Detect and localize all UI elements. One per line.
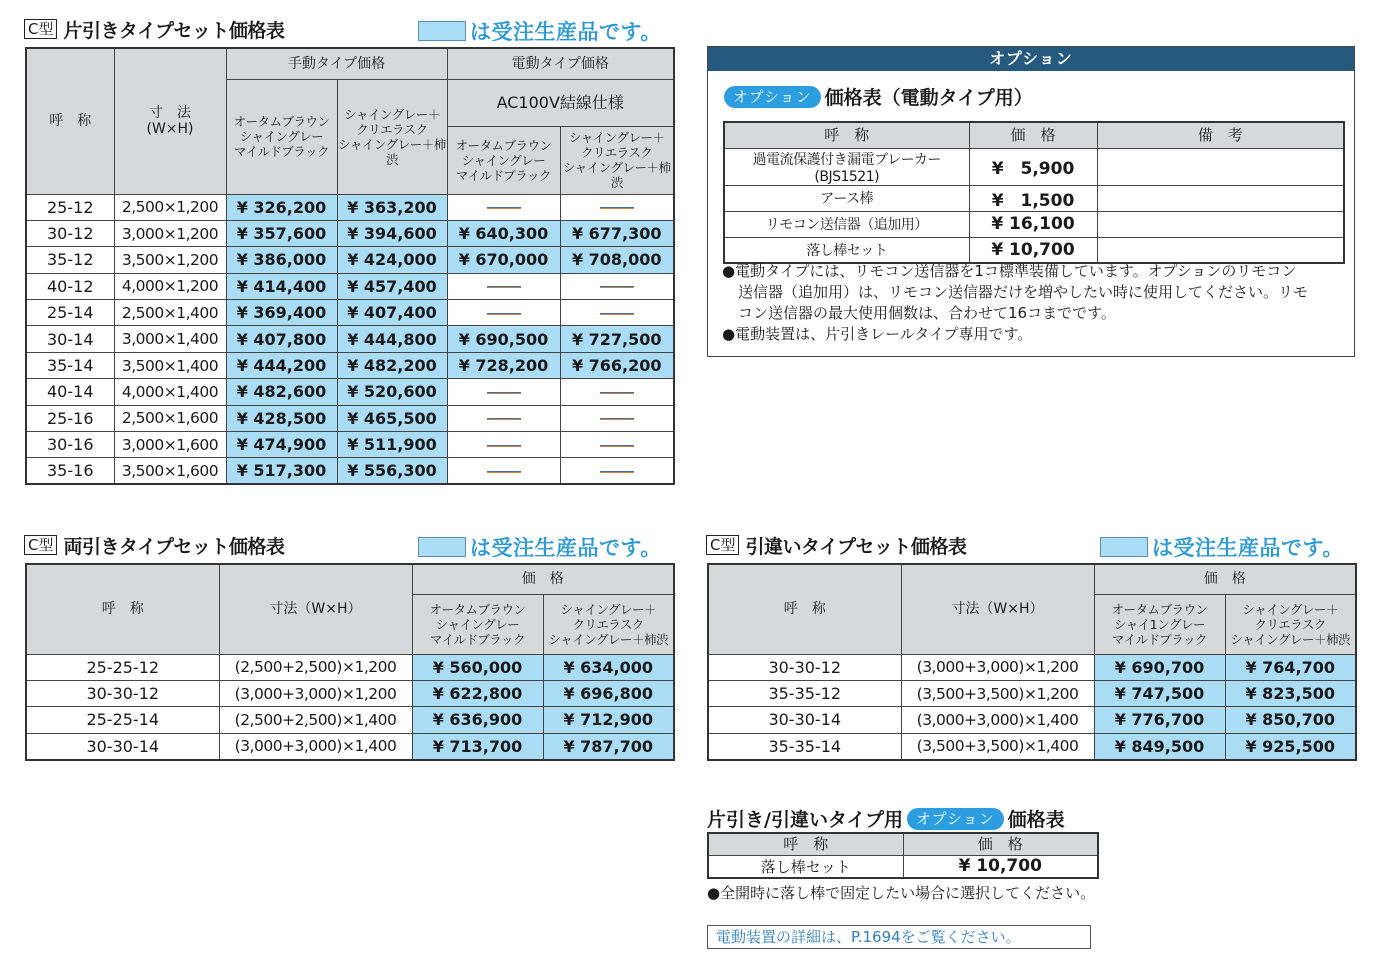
option-remarks — [1097, 148, 1344, 185]
manual-price-color-a: ¥ 414,400 — [226, 273, 337, 299]
color-name: クリエラスク — [356, 121, 428, 137]
dimensions: 3,000×1,600 — [114, 432, 226, 458]
size-unit: (W×H) — [146, 121, 194, 138]
slide-option-title-prefix: 片引き/引違いタイプ用 — [707, 809, 903, 831]
section-title: 引違いタイプセット価格表 — [745, 535, 967, 558]
col-header-name: 呼 称 — [26, 564, 219, 654]
color-name: オータムブラウン — [1111, 601, 1208, 617]
table-row — [26, 680, 674, 706]
price-color-b: ¥ 696,800 — [543, 680, 674, 706]
electric-price-color-b — [560, 194, 674, 220]
model-name: 35-35-14 — [708, 733, 901, 759]
table-row — [26, 194, 674, 220]
dimensions: 4,000×1,400 — [114, 379, 226, 405]
table-row — [26, 326, 674, 352]
model-name: 25-12 — [26, 194, 114, 220]
col-header-manual-color-b — [337, 79, 447, 194]
color-name: シャイングレー＋ — [560, 601, 656, 617]
size-label: 寸 法 — [149, 105, 191, 122]
not-available-dash — [600, 392, 634, 394]
made-to-order-legend — [1100, 532, 1344, 562]
manual-price-color-a: ¥ 386,000 — [226, 247, 337, 273]
table-row — [708, 680, 1356, 706]
manual-price-color-a: ¥ 357,600 — [226, 220, 337, 246]
manual-price-color-a: ¥ 369,400 — [226, 300, 337, 326]
color-name: シャイングレー — [239, 129, 324, 144]
col-header-color-b — [1225, 594, 1356, 654]
model-name: 35-14 — [26, 352, 114, 378]
model-name: 25-16 — [26, 405, 114, 431]
col-header-color-a — [1094, 594, 1225, 654]
manual-price-color-a: ¥ 428,500 — [226, 405, 337, 431]
manual-price-color-a: ¥ 444,200 — [226, 352, 337, 378]
color-name: クリエラスク — [1254, 616, 1326, 632]
not-available-dash — [600, 286, 634, 288]
electric-price-color-b — [560, 432, 674, 458]
col-header-manual: 手動タイプ価格 — [226, 48, 447, 79]
reference-note: 電動装置の詳細は、P.1694をご覧ください。 — [707, 925, 1091, 949]
table-row — [724, 185, 1344, 211]
manual-price-color-b: ¥ 465,500 — [337, 405, 447, 431]
col-header-electric: 電動タイプ価格 — [447, 48, 674, 79]
col-header-price: 価 格 — [1094, 564, 1356, 594]
electric-price-color-b: ¥ 677,300 — [560, 220, 674, 246]
legend-swatch — [418, 21, 466, 41]
electric-price-color-b — [560, 300, 674, 326]
color-name: シャイ1ングレー — [1114, 616, 1205, 632]
table-row — [26, 458, 674, 484]
color-name: シャイングレー＋柿渋 — [562, 160, 671, 190]
option-price: ¥ 10,700 — [969, 237, 1097, 263]
dimensions: (3,000+3,000)×1,200 — [219, 680, 412, 706]
option-title: 価格表（電動タイプ用） — [824, 87, 1033, 109]
table-row — [26, 352, 674, 378]
table-row — [708, 733, 1356, 759]
col-header-electric-color-a — [447, 126, 560, 194]
section-title: 両引きタイプセット価格表 — [63, 535, 285, 558]
single-slide-table-body — [26, 194, 674, 484]
table-row — [26, 654, 674, 680]
color-name: オータムブラウン — [429, 601, 526, 617]
bi-parting-table-body — [708, 654, 1356, 760]
manual-price-color-b: ¥ 457,400 — [337, 273, 447, 299]
electric-price-color-b: ¥ 708,000 — [560, 247, 674, 273]
dimensions: 4,000×1,200 — [114, 273, 226, 299]
electric-price-color-b — [560, 379, 674, 405]
single-slide-price-table — [25, 47, 675, 485]
electric-price-color-a — [447, 194, 560, 220]
model-name: 30-14 — [26, 326, 114, 352]
manual-price-color-b: ¥ 520,600 — [337, 379, 447, 405]
table-row — [26, 733, 674, 759]
dimensions: (3,000+3,000)×1,400 — [219, 733, 412, 759]
col-header-electric-spec: AC100V結線仕様 — [447, 79, 674, 126]
manual-price-color-a: ¥ 474,900 — [226, 432, 337, 458]
table-row — [724, 148, 1344, 185]
col-header-price: 価 格 — [412, 564, 674, 594]
col-header-size: 寸法（W×H） — [901, 564, 1094, 654]
double-slide-title-bar — [24, 530, 284, 560]
note-line: 送信器（追加用）は、リモコン送信器だけを増やしたい時に使用してください。リモ — [738, 283, 1309, 301]
legend-text: は受注生産品です。 — [470, 20, 662, 44]
electric-price-color-a — [447, 405, 560, 431]
section-title: 片引きタイプセット価格表 — [63, 19, 285, 42]
manual-price-color-b: ¥ 424,000 — [337, 247, 447, 273]
model-name: 35-12 — [26, 247, 114, 273]
price-color-b: ¥ 787,700 — [543, 733, 674, 759]
made-to-order-legend — [418, 16, 662, 46]
color-name: シャイングレー＋柿渋 — [1230, 631, 1350, 647]
not-available-dash — [600, 313, 634, 315]
col-header-name: 呼 称 — [26, 48, 114, 194]
manual-price-color-b: ¥ 444,800 — [337, 326, 447, 352]
option-panel — [707, 46, 1355, 357]
option-badge: オプション — [907, 808, 1004, 830]
model-name: 30-30-14 — [708, 707, 901, 733]
electric-price-color-b: ¥ 766,200 — [560, 352, 674, 378]
price-color-b: ¥ 823,500 — [1225, 680, 1356, 706]
table-row — [708, 654, 1356, 680]
option-name: 落し棒セット — [708, 855, 903, 878]
table-row — [26, 432, 674, 458]
model-name: 40-12 — [26, 273, 114, 299]
manual-price-color-b: ¥ 556,300 — [337, 458, 447, 484]
color-name: オータムブラウン — [455, 137, 552, 153]
option-remarks — [1097, 185, 1344, 211]
slide-option-table — [707, 832, 1099, 879]
option-table-title — [724, 83, 1033, 110]
table-row — [26, 247, 674, 273]
legend-text: は受注生産品です。 — [1152, 536, 1344, 560]
dimensions: (3,500+3,500)×1,400 — [901, 733, 1094, 759]
slide-option-title-suffix: 価格表 — [1007, 809, 1065, 831]
col-header-color-a — [412, 594, 543, 654]
dimensions: 2,500×1,400 — [114, 300, 226, 326]
double-slide-price-table — [25, 563, 675, 761]
col-header-manual-color-a — [226, 79, 337, 194]
bi-parting-price-table — [707, 563, 1357, 761]
electric-price-color-b: ¥ 727,500 — [560, 326, 674, 352]
price-color-a: ¥ 560,000 — [412, 654, 543, 680]
manual-price-color-b: ¥ 407,400 — [337, 300, 447, 326]
price-color-a: ¥ 636,900 — [412, 707, 543, 733]
dimensions: 3,000×1,400 — [114, 326, 226, 352]
model-name: 30-16 — [26, 432, 114, 458]
electric-price-color-a: ¥ 690,500 — [447, 326, 560, 352]
price-color-b: ¥ 764,700 — [1225, 654, 1356, 680]
dimensions: 3,500×1,600 — [114, 458, 226, 484]
col-header-name: 呼 称 — [708, 833, 903, 855]
color-name: マイルドブラック — [233, 144, 330, 159]
type-tag: C型 — [706, 535, 739, 555]
not-available-dash — [487, 471, 521, 473]
manual-price-color-b: ¥ 482,200 — [337, 352, 447, 378]
dimensions: 2,500×1,600 — [114, 405, 226, 431]
manual-price-color-a: ¥ 482,600 — [226, 379, 337, 405]
table-row — [708, 707, 1356, 733]
legend-swatch — [418, 537, 466, 557]
table-row — [26, 300, 674, 326]
price-color-a: ¥ 849,500 — [1094, 733, 1225, 759]
model-name: 30-30-12 — [26, 680, 219, 706]
slide-option-note: ●全開時に落し棒で固定したい場合に選択してください。 — [707, 884, 1096, 902]
not-available-dash — [487, 286, 521, 288]
model-name: 30-12 — [26, 220, 114, 246]
option-name: 落し棒セット — [724, 237, 969, 263]
not-available-dash — [600, 445, 634, 447]
electric-option-table — [723, 121, 1345, 264]
manual-price-color-a: ¥ 326,200 — [226, 194, 337, 220]
color-name: シャイングレー — [461, 152, 546, 168]
not-available-dash — [487, 313, 521, 315]
price-color-b: ¥ 925,500 — [1225, 733, 1356, 759]
table-row — [26, 405, 674, 431]
price-color-b: ¥ 634,000 — [543, 654, 674, 680]
option-badge: オプション — [724, 86, 821, 108]
table-row — [724, 211, 1344, 237]
electric-price-color-b — [560, 405, 674, 431]
legend-text: は受注生産品です。 — [470, 536, 662, 560]
electric-price-color-a: ¥ 670,000 — [447, 247, 560, 273]
table-row — [26, 379, 674, 405]
table-row — [26, 220, 674, 246]
color-name: クリエラスク — [572, 616, 644, 632]
bi-parting-title-bar — [706, 530, 966, 560]
electric-price-color-a — [447, 432, 560, 458]
table-row — [708, 855, 1098, 878]
price-color-a: ¥ 776,700 — [1094, 707, 1225, 733]
note-line: コン送信器の最大使用個数は、合わせて16コまでです。 — [738, 304, 1116, 322]
option-price: ¥ 5,900 — [969, 148, 1097, 185]
option-remarks — [1097, 237, 1344, 263]
col-header-price: 価 格 — [903, 833, 1098, 855]
price-color-a: ¥ 713,700 — [412, 733, 543, 759]
note-line: ●電動装置は、片引きレールタイプ専用です。 — [722, 325, 1033, 343]
manual-price-color-b: ¥ 394,600 — [337, 220, 447, 246]
col-header-name: 呼 称 — [708, 564, 901, 654]
color-name: シャイングレー＋柿渋 — [338, 136, 446, 167]
price-color-a: ¥ 747,500 — [1094, 680, 1225, 706]
price-color-b: ¥ 712,900 — [543, 707, 674, 733]
model-name: 25-25-14 — [26, 707, 219, 733]
option-table-body — [724, 148, 1344, 263]
dimensions: (3,000+3,000)×1,200 — [901, 654, 1094, 680]
dimensions: (2,500+2,500)×1,400 — [219, 707, 412, 733]
option-name: アース棒 — [724, 185, 969, 211]
manual-price-color-a: ¥ 517,300 — [226, 458, 337, 484]
col-header-name: 呼 称 — [724, 122, 969, 148]
model-name: 30-30-14 — [26, 733, 219, 759]
dimensions: (3,000+3,000)×1,400 — [901, 707, 1094, 733]
col-header-size: 寸法（W×H） — [219, 564, 412, 654]
dimensions: 2,500×1,200 — [114, 194, 226, 220]
color-name: マイルドブラック — [429, 631, 526, 647]
electric-price-color-a — [447, 300, 560, 326]
note-line: ●電動タイプには、リモコン送信器を1コ標準装備しています。オプションのリモコン — [722, 262, 1297, 280]
color-name: オータムブラウン — [233, 114, 330, 129]
electric-price-color-a: ¥ 640,300 — [447, 220, 560, 246]
color-name: シャイングレー＋ — [568, 130, 665, 145]
color-name: シャイングレー＋ — [1242, 601, 1338, 617]
dimensions: 3,500×1,200 — [114, 247, 226, 273]
model-name: 40-14 — [26, 379, 114, 405]
option-price: ¥ 1,500 — [969, 185, 1097, 211]
slide-option-title — [707, 805, 1065, 832]
type-tag: C型 — [24, 19, 57, 39]
color-name: シャイングレー＋柿渋 — [548, 631, 668, 647]
option-panel-header: オプション — [708, 47, 1354, 71]
electric-price-color-b — [560, 458, 674, 484]
manual-price-color-a: ¥ 407,800 — [226, 326, 337, 352]
not-available-dash — [600, 418, 634, 420]
option-remarks — [1097, 211, 1344, 237]
electric-price-color-b — [560, 273, 674, 299]
dimensions: (3,500+3,500)×1,200 — [901, 680, 1094, 706]
electric-price-color-a — [447, 379, 560, 405]
col-header-size — [114, 48, 226, 194]
dimensions: 3,500×1,400 — [114, 352, 226, 378]
option-price: ¥ 16,100 — [969, 211, 1097, 237]
not-available-dash — [487, 207, 521, 209]
option-name: リモコン送信器（追加用） — [724, 211, 969, 237]
color-name: シャイングレー＋ — [344, 106, 440, 122]
table-row — [724, 237, 1344, 263]
legend-swatch — [1100, 537, 1148, 557]
color-name: マイルドブラック — [455, 167, 552, 183]
col-header-electric-color-b — [560, 126, 674, 194]
not-available-dash — [487, 418, 521, 420]
table-row — [26, 273, 674, 299]
price-color-a: ¥ 690,700 — [1094, 654, 1225, 680]
not-available-dash — [600, 207, 634, 209]
model-name: 25-14 — [26, 300, 114, 326]
price-color-a: ¥ 622,800 — [412, 680, 543, 706]
option-price: ¥ 10,700 — [903, 855, 1098, 878]
col-header-remarks: 備 考 — [1097, 122, 1344, 148]
manual-price-color-b: ¥ 363,200 — [337, 194, 447, 220]
double-slide-table-body — [26, 654, 674, 760]
made-to-order-legend — [418, 532, 662, 562]
option-notes — [722, 261, 1347, 345]
not-available-dash — [487, 392, 521, 394]
option-name: 過電流保護付き漏電ブレーカー(BJS1521) — [724, 148, 969, 185]
color-name: クリエラスク — [581, 145, 653, 160]
dimensions: (2,500+2,500)×1,200 — [219, 654, 412, 680]
type-tag: C型 — [24, 535, 57, 555]
electric-price-color-a — [447, 273, 560, 299]
not-available-dash — [600, 471, 634, 473]
col-header-color-b — [543, 594, 674, 654]
model-name: 35-16 — [26, 458, 114, 484]
model-name: 30-30-12 — [708, 654, 901, 680]
slide-option-table-body — [708, 855, 1098, 878]
not-available-dash — [487, 445, 521, 447]
electric-price-color-a: ¥ 728,200 — [447, 352, 560, 378]
single-slide-title-bar — [24, 14, 284, 44]
manual-price-color-b: ¥ 511,900 — [337, 432, 447, 458]
model-name: 35-35-12 — [708, 680, 901, 706]
model-name: 25-25-12 — [26, 654, 219, 680]
color-name: シャイングレー — [435, 616, 520, 632]
price-color-b: ¥ 850,700 — [1225, 707, 1356, 733]
color-name: マイルドブラック — [1111, 631, 1208, 647]
table-row — [26, 707, 674, 733]
col-header-price: 価 格 — [969, 122, 1097, 148]
electric-price-color-a — [447, 458, 560, 484]
dimensions: 3,000×1,200 — [114, 220, 226, 246]
